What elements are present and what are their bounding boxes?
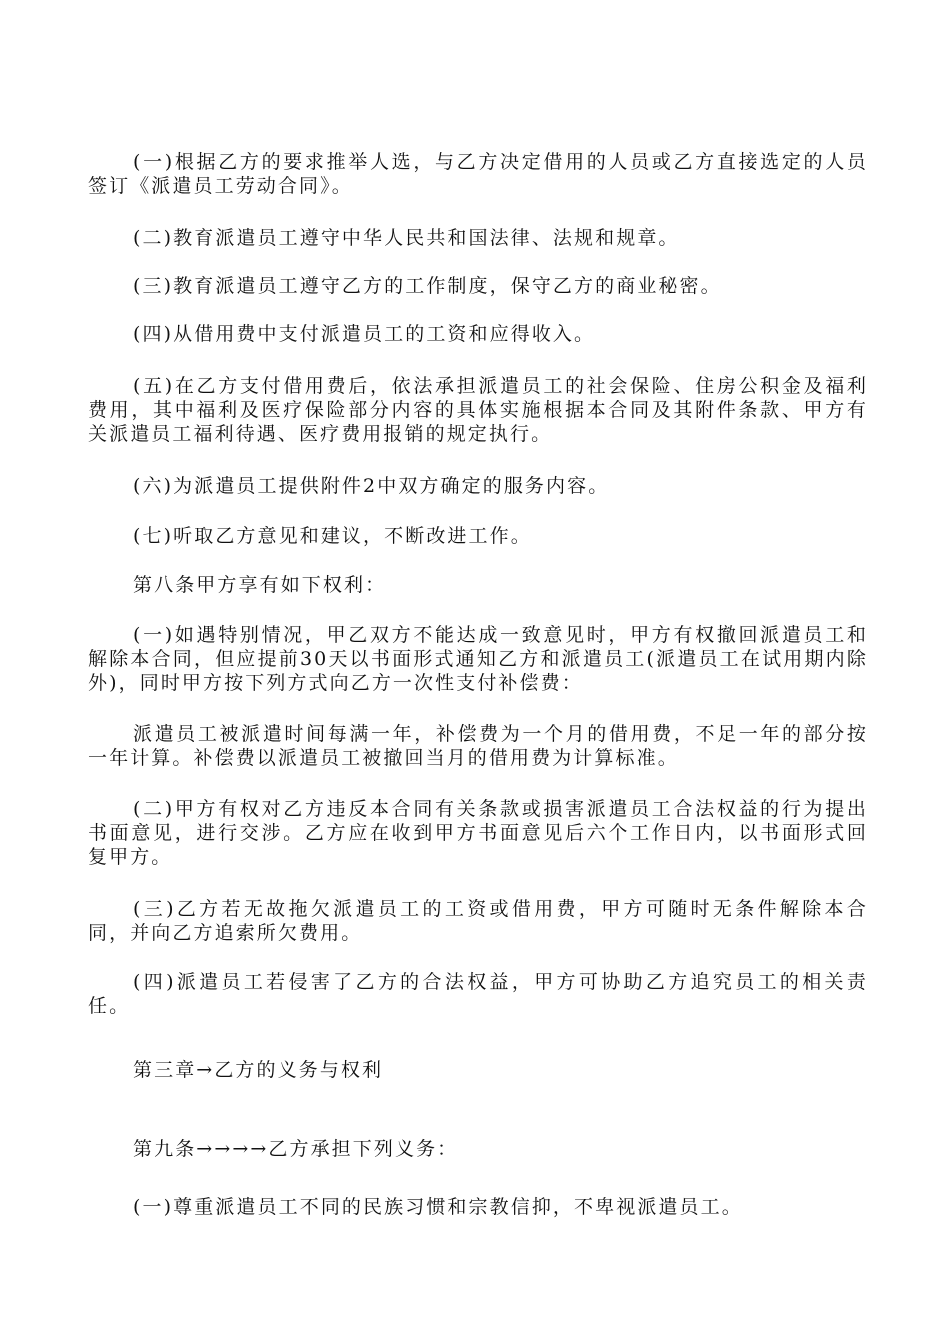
section-heading: 第九条→→→→乙方承担下列义务： bbox=[133, 1138, 459, 1160]
section-heading: 第八条甲方享有如下权利： bbox=[133, 574, 387, 596]
chapter-heading: 第三章→乙方的义务与权利 bbox=[133, 1059, 384, 1081]
paragraph: (五)在乙方支付借用费后，依法承担派遣员工的社会保险、住房公积金及福利费用，其中福利及医疗保险部分内容的具体实施根据本合同及其附件条款、甲方有关派遣员工福利待遇、医疗费用报销的规定执行。 bbox=[88, 375, 868, 445]
paragraph: (二)教育派遣员工遵守中华人民共和国法律、法规和规章。 bbox=[133, 227, 680, 249]
paragraph: (七)听取乙方意见和建议，不断改进工作。 bbox=[133, 525, 532, 547]
paragraph: (一)根据乙方的要求推举人选，与乙方决定借用的人员或乙方直接选定的人员签订《派遣员工劳动合同》。 bbox=[88, 151, 868, 197]
paragraph: (六)为派遣员工提供附件2中双方确定的服务内容。 bbox=[133, 475, 610, 497]
paragraph: 派遣员工被派遣时间每满一年，补偿费为一个月的借用费，不足一年的部分按一年计算。补偿费以派遣员工被撤回当月的借用费为计算标准。 bbox=[88, 723, 868, 769]
paragraph: (三)乙方若无故拖欠派遣员工的工资或借用费，甲方可随时无条件解除本合同，并向乙方追索所欠费用。 bbox=[88, 898, 868, 944]
paragraph: (二)甲方有权对乙方违反本合同有关条款或损害派遣员工合法权益的行为提出书面意见，进行交涉。乙方应在收到甲方书面意见后六个工作日内，以书面形式回复甲方。 bbox=[88, 798, 868, 868]
paragraph: (一)尊重派遣员工不同的民族习惯和宗教信抑，不卑视派遣员工。 bbox=[133, 1196, 743, 1218]
paragraph: (四)从借用费中支付派遣员工的工资和应得收入。 bbox=[133, 323, 596, 345]
paragraph: (四)派遣员工若侵害了乙方的合法权益，甲方可协助乙方追究员工的相关责任。 bbox=[88, 971, 868, 1017]
paragraph: (三)教育派遣员工遵守乙方的工作制度，保守乙方的商业秘密。 bbox=[133, 275, 722, 297]
paragraph: (一)如遇特别情况，甲乙双方不能达成一致意见时，甲方有权撤回派遣员工和解除本合同，但应提前30天以书面形式通知乙方和派遣员工(派遣员工在试用期内除外)，同时甲方按下列方式向乙方一次性支付补偿费： bbox=[88, 624, 868, 694]
